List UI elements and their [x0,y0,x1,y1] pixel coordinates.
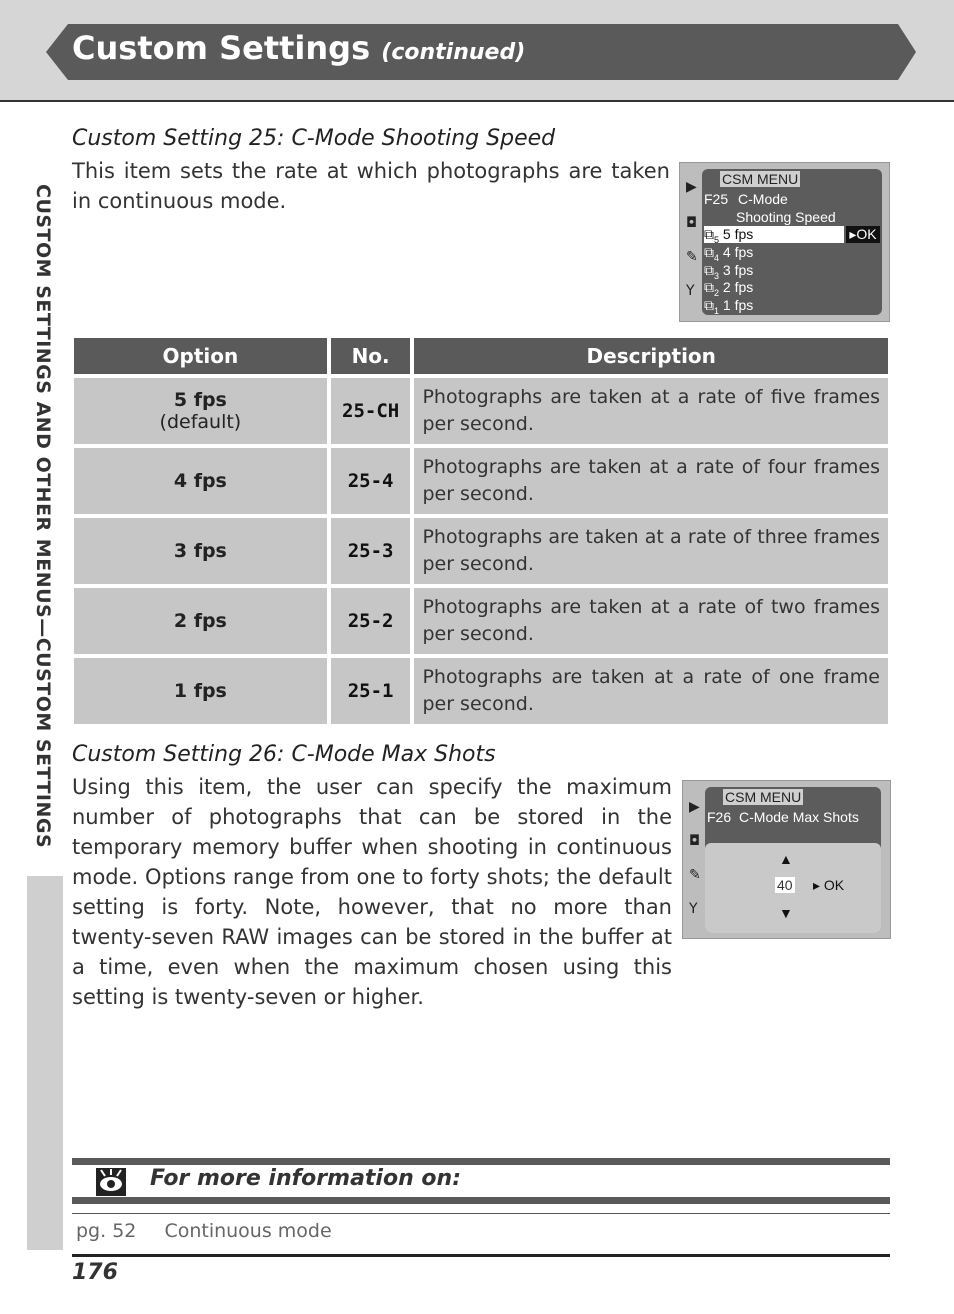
camera-icon: ◘ [689,833,701,849]
menu-item-label: 2 fps [722,279,754,295]
more-info-bottom-bar [72,1197,890,1204]
down-arrow-icon[interactable]: ▼ [779,905,793,921]
more-info-title: For more information on: [150,1166,461,1191]
option-cell [74,378,327,444]
value-field[interactable]: 40 [777,877,793,893]
value-panel [705,843,881,933]
header-description: Description [414,338,888,374]
side-tab-label: CUSTOM SETTINGS AND OTHER MENUS—CUSTOM SETTINGS [32,184,54,849]
reference-page: pg. 52 [76,1220,137,1242]
lcd-code: 25-4 [331,448,411,514]
play-icon: ▶ [689,799,700,815]
lcd-code: 25-1 [331,658,411,724]
eye-icon [96,1168,126,1196]
ok-control[interactable] [813,877,844,894]
default-label: (default) [159,411,242,433]
screen-panel [705,787,881,933]
lcd-code: 25-2 [331,588,411,654]
menu-item-sub: 5 [714,234,720,245]
page-title [72,29,525,67]
option-label: 1 fps [173,680,227,702]
menu-item-sub: 2 [714,287,720,298]
setting-heading-1: C-Mode [738,191,788,207]
menu-item-sub: 3 [714,270,720,281]
description-cell: Photographs are taken at a rate of three frames per second. [414,518,888,584]
reference-entry [76,1220,332,1242]
option-label: 4 fps [173,470,227,492]
description-cell: Photographs are taken at a rate of one frame per second. [414,658,888,724]
more-info-top-bar [72,1158,890,1165]
csm-menu-label: CSM MENU [725,789,802,805]
burst-icon: ⧉ [704,262,714,278]
side-tab-highlight [27,876,63,1250]
menu-item[interactable] [704,279,753,298]
option-cell [74,448,327,514]
menu-item-label: 1 fps [722,297,754,313]
lcd-code: 25-CH [331,378,411,444]
table-row [74,518,888,584]
header-option: Option [74,338,327,374]
section25-screen [679,162,890,322]
more-info-divider [72,1213,890,1214]
burst-icon: ⧉ [704,244,714,260]
camera-icon: ◘ [686,215,698,231]
right-arrow-icon: ▸ [849,226,857,242]
footer-rule [72,1254,890,1257]
menu-item-sub: 4 [714,252,720,263]
menu-item-sub: 1 [714,305,720,316]
menu-item-selected[interactable] [704,226,880,243]
setting-code: F25 [704,191,729,207]
wrench-icon: Y [686,283,695,299]
play-icon: ▶ [686,179,697,195]
menu-item[interactable] [704,297,753,316]
wrench-icon: Y [689,901,698,917]
option-cell [74,518,327,584]
burst-icon: ⧉ [704,297,714,313]
burst-icon: ⧉ [704,279,714,295]
menu-item[interactable] [704,244,753,263]
page-title-text: Custom Settings [72,29,371,67]
menu-item-label: 5 fps [722,226,754,242]
table-row [74,588,888,654]
section26-screen [682,780,891,939]
option-cell [74,658,327,724]
option-label: 2 fps [173,610,227,632]
reference-topic: Continuous mode [164,1220,332,1242]
burst-icon: ⧉ [704,226,714,242]
setting-heading-2: Shooting Speed [736,209,836,225]
section25-body: This item sets the rate at which photographs are taken in continuous mode. [72,159,670,213]
right-arrow-icon: ▸ [813,877,821,893]
table-row [74,658,888,724]
options-table [70,334,892,728]
table-row [74,378,888,444]
up-arrow-icon[interactable]: ▲ [779,851,793,867]
screen-panel [702,169,882,315]
section26-title: Custom Setting 26: C-Mode Max Shots [72,742,496,767]
description-cell: Photographs are taken at a rate of two frames per second. [414,588,888,654]
pencil-icon: ✎ [686,249,698,265]
section25-title: Custom Setting 25: C-Mode Shooting Speed [72,126,556,151]
page-subtitle: (continued) [381,40,526,65]
table-row [74,448,888,514]
setting-heading: C-Mode Max Shots [739,809,859,825]
ok-label: OK [856,226,877,242]
menu-item-label: 3 fps [722,262,754,278]
lcd-code: 25-3 [331,518,411,584]
option-label: 5 fps [173,389,227,411]
csm-menu-label: CSM MENU [722,171,799,187]
option-cell [74,588,327,654]
section26-body: Using this item, the user can specify the maximum number of photographs that can be stored in the temporary memory buffer when shooting in continuous mode. Options range from one to forty shots; the default setting is forty. Note, however, that no more than twenty-seven RAW images can be stored in the buffer at a time, even when the maximum chosen using this setting is twenty-seven or higher. [72,775,672,1009]
setting-code: F26 [707,809,732,825]
description-cell: Photographs are taken at a rate of five frames per second. [414,378,888,444]
menu-item-label: 4 fps [722,244,754,260]
option-label: 3 fps [173,540,227,562]
page-number: 176 [72,1260,118,1285]
pencil-icon: ✎ [689,867,701,883]
ok-label: OK [823,877,845,893]
description-cell: Photographs are taken at a rate of four frames per second. [414,448,888,514]
menu-item[interactable] [704,262,753,281]
header-no: No. [331,338,411,374]
